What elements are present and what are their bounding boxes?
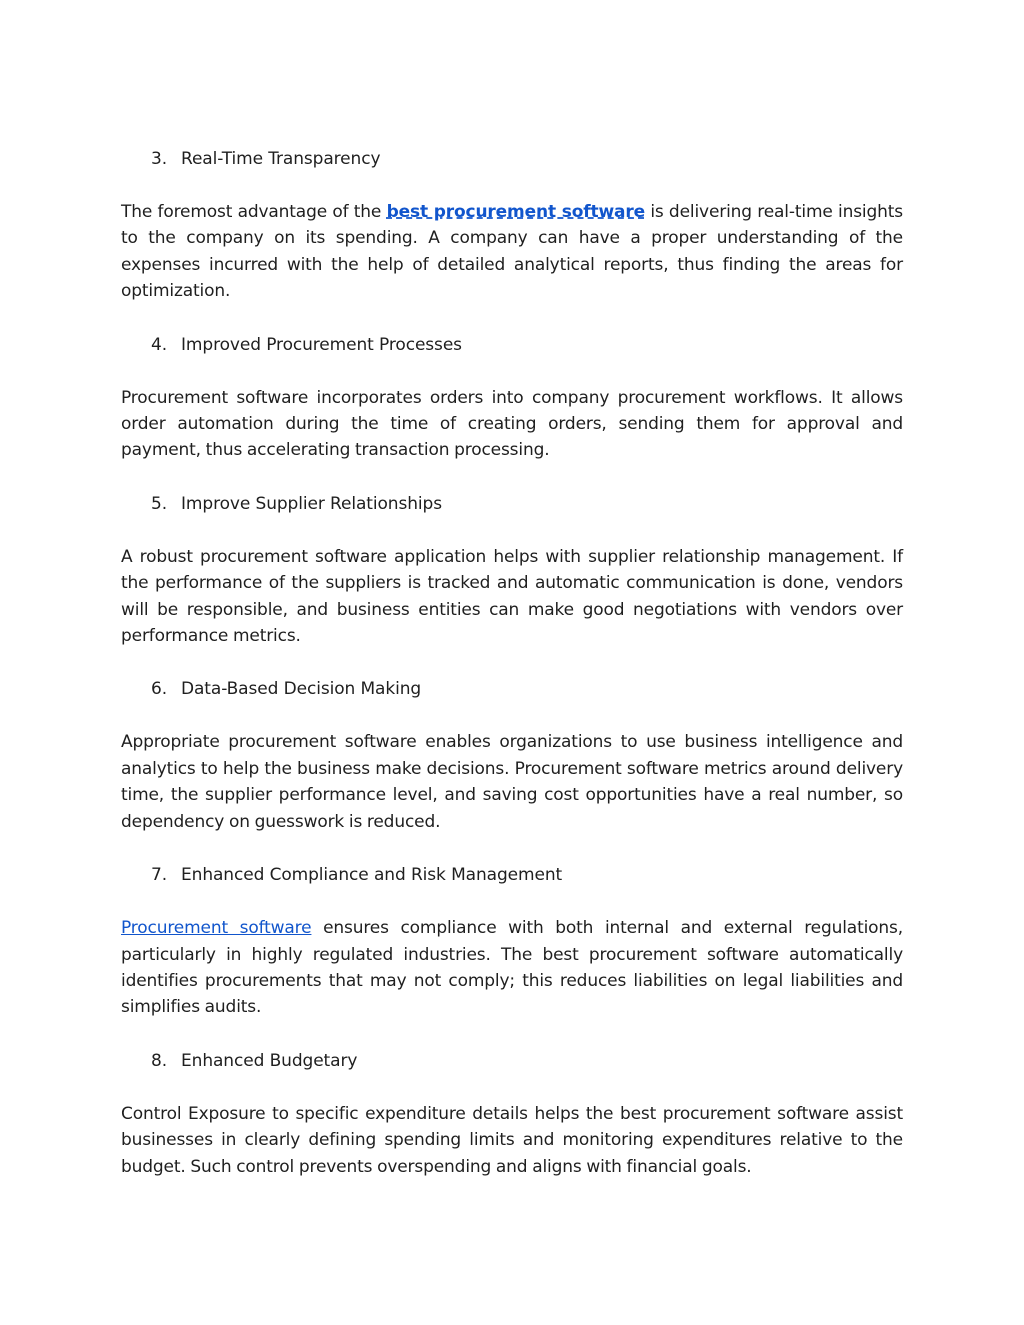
section-heading	[121, 676, 903, 702]
section-title: Enhanced Compliance and Risk Management	[181, 865, 563, 886]
procurement-software-link[interactable]: Procurement software	[121, 918, 312, 939]
section-heading	[121, 862, 903, 888]
section-number: 5.	[151, 493, 168, 514]
section-paragraph: Procurement software incorporates orders into company procurement workflows. It allows order automation during the time of creating orders, sending them for approval and payment, thus accelerating transaction processing.	[121, 387, 903, 461]
section-title: Improved Procurement Processes	[181, 334, 462, 355]
section-heading	[121, 146, 903, 172]
section-paragraph	[121, 199, 903, 305]
section-number: 3.	[151, 149, 168, 169]
section-title: Enhanced Budgetary	[181, 1050, 358, 1071]
section-number: 6.	[151, 679, 168, 700]
paragraph-text: The foremost advantage of the	[121, 202, 387, 222]
section-paragraph	[121, 915, 903, 1021]
section-heading	[121, 332, 903, 358]
section-title: Improve Supplier Relationships	[181, 493, 442, 514]
section-number: 7.	[151, 865, 168, 886]
section-heading	[121, 1048, 903, 1074]
best-procurement-software-link[interactable]: best procurement software	[386, 202, 645, 222]
section-number: 8.	[151, 1050, 168, 1071]
document-page	[121, 146, 903, 1180]
section-title: Data-Based Decision Making	[181, 679, 422, 700]
section-number: 4.	[151, 334, 168, 355]
section-paragraph: A robust procurement software application helps with supplier relationship management. If the performance of the suppliers is tracked and automatic communication is done, vendors will be responsible, and business entities can make good negotiations with vendors over performance metrics.	[121, 546, 903, 647]
paragraph-text: is delivering real-time insights to the company on its spending. A company can have a proper understanding of the expenses incurred with the help of detailed analytical reports, thus finding the areas for optimization.	[121, 202, 903, 302]
section-heading	[121, 491, 903, 517]
paragraph-text: ensures compliance with both internal and external regulations, particularly in highly regulated industries. The best procurement software automatically identifies procurements that may not comply; this reduces liabilities on legal liabilities and simplifies audits.	[121, 918, 903, 1018]
section-paragraph: Control Exposure to specific expenditure details helps the best procurement software assist businesses in clearly defining spending limits and monitoring expenditures relative to the budget. Such control prevents overspending and aligns with financial goals.	[121, 1103, 903, 1177]
section-paragraph: Appropriate procurement software enables organizations to use business intelligence and analytics to help the business make decisions. Procurement software metrics around delivery time, the supplier performance level, and saving cost opportunities have a real number, so dependency on guesswork is reduced.	[121, 732, 903, 832]
section-title: Real-Time Transparency	[181, 149, 381, 169]
